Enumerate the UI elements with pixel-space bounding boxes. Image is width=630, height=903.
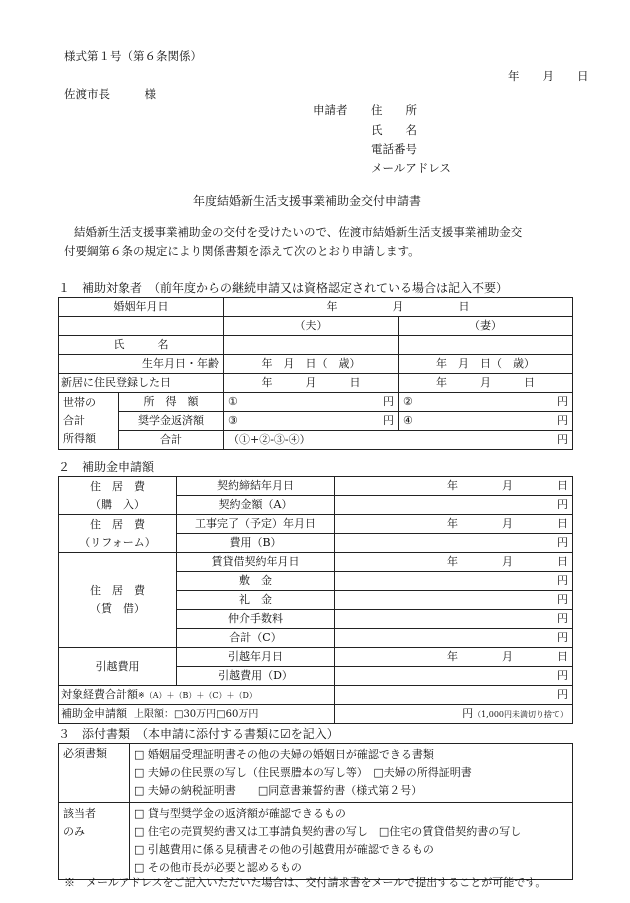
- email-label: メールアドレス: [371, 161, 451, 175]
- resident-date-label: 新居に住民登録した日: [59, 374, 224, 393]
- marriage-row: [59, 298, 573, 317]
- purchase-contract-date-label: 契約締結年月日: [177, 477, 335, 496]
- marriage-label: 婚姻年月日: [59, 298, 224, 317]
- addressee: 佐渡市長 様: [64, 87, 156, 101]
- husband-header: （夫）: [224, 317, 399, 336]
- wife-resident-date[interactable]: 年 月 日: [399, 374, 573, 393]
- required-doc-checkbox[interactable]: □ 婚姻届受理証明書その他の夫婦の婚姻日が確認できる書類: [134, 748, 434, 761]
- purchase-amount-label: 契約金額（A）: [177, 496, 335, 515]
- lease-date[interactable]: 年 月 日: [335, 553, 573, 572]
- lease-date-label: 賃貸借契約年月日: [177, 553, 335, 572]
- moving-cost-amount-label: 引越費用（D）: [177, 667, 335, 686]
- date-line: 年 月 日: [508, 69, 589, 83]
- loan-label: 奨学金返済額: [119, 412, 224, 431]
- husband-loan-field[interactable]: ③ 円: [224, 412, 399, 431]
- moving-date[interactable]: 年 月 日: [335, 648, 573, 667]
- footnote: ※ メールアドレスをご記入いただいた場合は、交付請求書をメールで提出することが可能です。: [64, 876, 547, 889]
- purchase-amount-field[interactable]: 円: [335, 496, 573, 515]
- husband-income-field[interactable]: ① 円: [224, 393, 399, 412]
- household-income-label: 世帯の 合計 所得額: [59, 393, 119, 450]
- address-label: 住 所: [371, 103, 417, 117]
- moving-date-label: 引越年月日: [177, 648, 335, 667]
- reform-cost-field[interactable]: 円: [335, 534, 573, 553]
- section-3-heading: ３ 添付書類 （本申請に添付する書類に☑を記入）: [58, 727, 339, 741]
- marriage-date[interactable]: 年 月 日: [224, 298, 573, 317]
- housing-lease-label: 住 居 費 （賃 借）: [59, 553, 177, 648]
- applicant-label: 申請者: [313, 103, 348, 117]
- deposit-field[interactable]: 円: [335, 572, 573, 591]
- agent-fee-label: 仲介手数料: [177, 610, 335, 629]
- moving-cost-field[interactable]: 円: [335, 667, 573, 686]
- wife-header: （妻）: [399, 317, 573, 336]
- document-title: 年度結婚新生活支援事業補助金交付申請書: [193, 194, 422, 208]
- intro-line-2: 付要綱第６条の規定により関係書類を添えて次のとおり申請します。: [64, 244, 420, 258]
- husband-birth-field[interactable]: 年 月 日（ 歳）: [224, 355, 399, 374]
- husband-name-field[interactable]: [224, 336, 399, 355]
- form-number: 様式第１号（第６条関係）: [64, 49, 202, 63]
- required-docs-label: 必須書類: [59, 744, 130, 803]
- phone-label: 電話番号: [371, 142, 417, 156]
- reform-date-label: 工事完了（予定）年月日: [177, 515, 335, 534]
- optional-doc-checkbox[interactable]: □ その他市長が必要と認めるもの: [134, 861, 302, 874]
- deposit-label: 敷 金: [177, 572, 335, 591]
- income-label: 所 得 額: [119, 393, 224, 412]
- section-1-heading: １ 補助対象者 （前年度からの継続申請又は資格認定されている場合は記入不要）: [58, 281, 509, 295]
- wife-loan-field[interactable]: ④ 円: [399, 412, 573, 431]
- optional-doc-checkbox[interactable]: □ 引越費用に係る見積書その他の引越費用が確認できるもの: [134, 843, 434, 856]
- section-1-table: [58, 297, 573, 450]
- moving-cost-label: 引越費用: [59, 648, 177, 686]
- intro-line-1: 結婚新生活支援事業補助金の交付を受けたいので、佐渡市結婚新生活支援事業補助金交: [74, 225, 523, 239]
- total-expense-label: 対象経費合計額※（A）＋（B）＋（C）＋（D）: [59, 686, 335, 705]
- requested-amount-field[interactable]: 円（1,000円未満切り捨て）: [335, 705, 573, 724]
- wife-income-field[interactable]: ② 円: [399, 393, 573, 412]
- wife-birth-field[interactable]: 年 月 日（ 歳）: [399, 355, 573, 374]
- optional-doc-checkbox[interactable]: □ 貸与型奨学金の返済額が確認できるもの: [134, 807, 346, 820]
- section-3-table: [58, 743, 573, 880]
- section-2-heading: ２ 補助金申請額: [58, 460, 155, 474]
- optional-docs-label: 該当者 のみ: [59, 803, 130, 880]
- name-row-label: 氏 名: [59, 336, 224, 355]
- wife-name-field[interactable]: [399, 336, 573, 355]
- reform-date[interactable]: 年 月 日: [335, 515, 573, 534]
- reform-cost-label: 費用（B）: [177, 534, 335, 553]
- income-total-label: 合計: [119, 431, 224, 450]
- section-2-table: [58, 476, 573, 724]
- key-money-field[interactable]: 円: [335, 591, 573, 610]
- required-docs-list: [130, 744, 573, 803]
- requested-amount-label: 補助金申請額 上限額：□30万円□60万円: [59, 705, 335, 724]
- key-money-label: 礼 金: [177, 591, 335, 610]
- required-doc-checkbox[interactable]: □ 夫婦の住民票の写し（住民票謄本の写し等） □夫婦の所得証明書: [134, 766, 472, 779]
- lease-total-field[interactable]: 円: [335, 629, 573, 648]
- agent-fee-field[interactable]: 円: [335, 610, 573, 629]
- total-expense-field[interactable]: 円: [335, 686, 573, 705]
- income-total-field[interactable]: （①+②-③-④） 円: [224, 431, 573, 450]
- housing-reform-label: 住 居 費 （リフォーム）: [59, 515, 177, 553]
- birth-label: 生年月日・年齢: [59, 355, 224, 374]
- lease-total-label: 合計（C）: [177, 629, 335, 648]
- husband-resident-date[interactable]: 年 月 日: [224, 374, 399, 393]
- optional-doc-checkbox[interactable]: □ 住宅の売買契約書又は工事請負契約書の写し □住宅の賃貸借契約書の写し: [134, 825, 522, 838]
- optional-docs-list: [130, 803, 573, 880]
- purchase-contract-date[interactable]: 年 月 日: [335, 477, 573, 496]
- housing-purchase-label: 住 居 費 （購 入）: [59, 477, 177, 515]
- required-doc-checkbox[interactable]: □ 夫婦の納税証明書 □同意書兼誓約書（様式第２号）: [134, 784, 423, 797]
- name-label: 氏 名: [371, 123, 417, 137]
